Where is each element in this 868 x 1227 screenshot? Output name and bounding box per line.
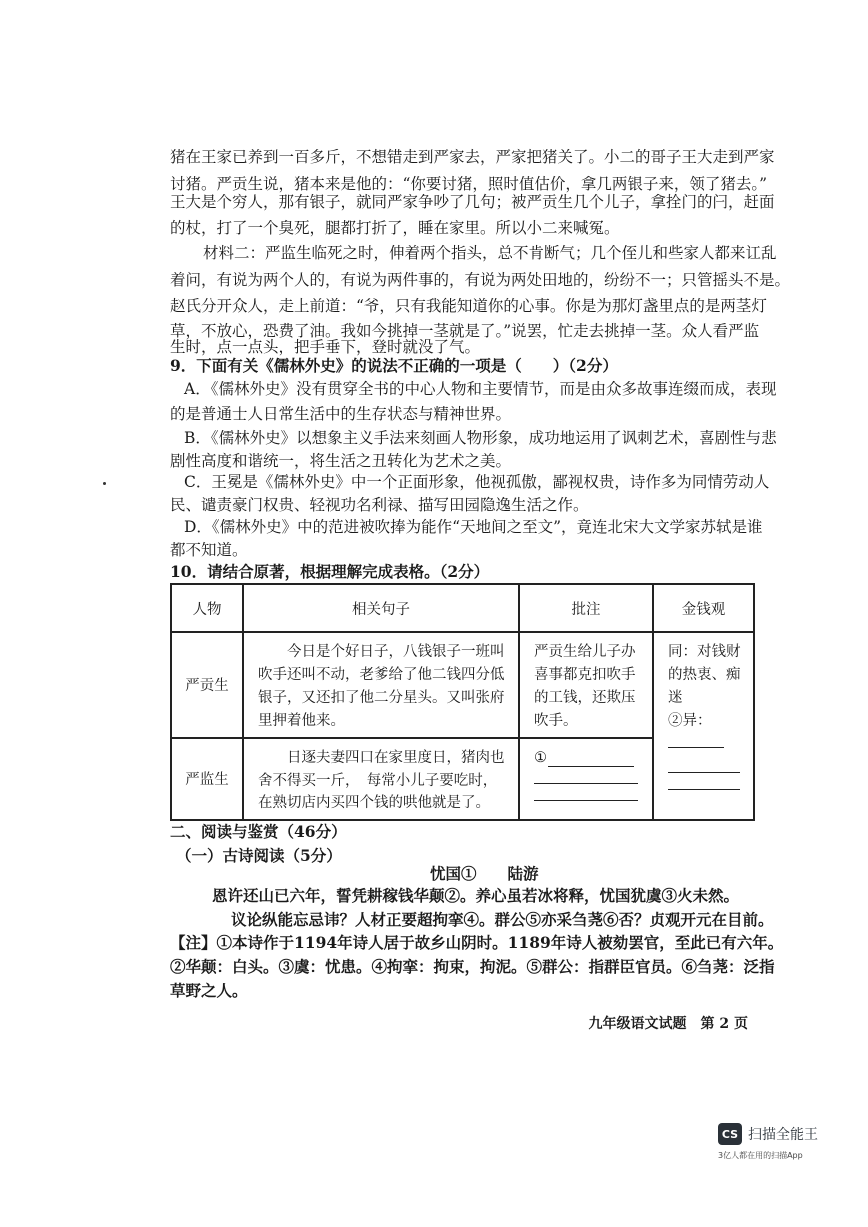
q9-stem: 9．下面有关《儒林外史》的说法不正确的一项是（ ）（2分）: [170, 356, 618, 375]
money-view-diff: ②异：: [668, 712, 712, 729]
answer-blank[interactable]: [668, 772, 740, 773]
q9-option-line: C．王冕是《儒林外史》中一个正面形象，他视孤傲，鄙视权贵，诗作多为同情劳动人: [184, 473, 770, 491]
table-header: 相关句子: [243, 584, 519, 632]
q10-stem: 10．请结合原著，根据理解完成表格。（2分）: [170, 562, 490, 581]
table-header: 批注: [519, 584, 653, 632]
table-row: [171, 632, 754, 738]
stray-dot: [103, 482, 106, 485]
q9-option-line: 的是普通士人日常生活中的生存状态与精神世界。: [170, 405, 512, 423]
scanner-logo-icon: CS: [718, 1123, 742, 1145]
money-view-cell[interactable]: [653, 632, 754, 820]
answer-blank[interactable]: [534, 783, 638, 784]
answer-blank[interactable]: [534, 800, 638, 801]
q9-option-line: A．《儒林外史》没有贯穿全书的中心人物和主要情节，而是由众多故事连缀而成，表现: [184, 380, 777, 398]
poem-note-line: 【注】①本诗作于1194年诗人居于故乡山阴时。1189年诗人被劾罢官，至此已有六年。: [170, 933, 784, 952]
passage-line: 讨猪。严贡生说，猪本来是他的：“你要讨猪，照时值估价，拿几两银子来，领了猪去。”: [170, 175, 768, 193]
section-subtitle: （一）古诗阅读（5分）: [176, 846, 342, 865]
annotation: 严贡生给儿子办喜事都克扣吹手的工钱，还欺压吹手。: [519, 632, 653, 738]
poem-title: 忧国① 陆游: [430, 864, 539, 883]
annotation: ①: [534, 749, 547, 766]
q9-option-line: B．《儒林外史》以想象主义手法来刻画人物形象，成功地运用了讽刺艺术，喜剧性与悲: [184, 429, 777, 447]
passage-line: 赵氏分开众人，走上前道：“爷，只有我能知道你的心事。你是为那灯盏里点的是两茎灯: [170, 297, 767, 315]
q9-option-line: 剧性高度和谐统一，将生活之丑转化为艺术之美。: [170, 452, 512, 470]
money-view-same: 同：对钱财的热衷、痴迷: [668, 644, 741, 706]
related-sentence: 今日是个好日子，八钱银子一班叫吹手还叫不动，老爹给了他二钱四分低银子，又还扣了他二分星头。又叫张府里押着他来。: [243, 632, 519, 738]
scanner-watermark: [718, 1123, 818, 1145]
poem-line: 议论纵能忘忌讳？人材正要超拘挛④。群公⑤亦采刍荛⑥否？贞观开元在目前。: [231, 910, 774, 929]
passage-line: 着问，有说为两个人的，有说为两件事的，有说为两处田地的，纷纷不一；只管摇头不是。: [170, 271, 791, 289]
passage-line: 草，不放心，恐费了油。我如今挑掉一茎就是了。”说罢，忙走去挑掉一茎。众人看严监: [170, 322, 760, 340]
q9-option-line: 都不知道。: [170, 541, 248, 559]
character-name: 严贡生: [171, 632, 243, 738]
passage-line: 的杖，打了一个臭死，腿都打折了，睡在家里。所以小二来喊冤。: [170, 219, 620, 237]
character-name: 严监生: [171, 738, 243, 821]
section-title: 二、阅读与鉴赏（46分）: [170, 822, 347, 841]
related-sentence: 日逐夫妻四口在家里度日，猪肉也舍不得买一斤， 每常小儿子要吃时，在熟切店内买四个钱的哄他就是了。: [243, 738, 519, 821]
table-header: 金钱观: [653, 584, 754, 632]
table-header: 人物: [171, 584, 243, 632]
scanner-name: 扫描全能王: [748, 1127, 818, 1143]
passage-line: 生时，点一点头，把手垂下，登时就没了气。: [170, 338, 481, 356]
passage-line: 王大是个穷人，那有银子，就同严家争吵了几句；被严贡生几个儿子，拿拴门的闩，赶面: [170, 193, 775, 211]
answer-blank[interactable]: [548, 766, 634, 767]
q10-table: [170, 583, 755, 821]
answer-blank[interactable]: [668, 735, 724, 748]
annotation-answer-cell[interactable]: [519, 738, 653, 821]
passage-line: 材料二：严监生临死之时，伸着两个指头，总不肯断气；几个侄儿和些家人都来讧乱: [203, 244, 777, 262]
q9-option-line: D．《儒林外史》中的范进被吹捧为能作“天地间之至文”，竟连北宋大文学家苏轼是谁: [184, 518, 763, 536]
answer-blank[interactable]: [668, 789, 740, 790]
poem-note-line: ②华颠：白头。③虞：忧患。④拘挛：拘束，拘泥。⑤群公：指群臣官员。⑥刍荛：泛指: [170, 957, 775, 976]
q9-option-line: 民、谴责豪门权贵、轻视功名利禄、描写田园隐逸生活之作。: [170, 496, 589, 514]
poem-note-line: 草野之人。: [170, 981, 248, 1000]
passage-line: 猪在王家已养到一百多斤，不想错走到严家去，严家把猪关了。小二的哥子王大走到严家: [170, 148, 775, 166]
page-footer: 九年级语文试题 第 2 页: [588, 1016, 748, 1032]
scanner-tagline: 3亿人都在用的扫描App: [718, 1151, 803, 1160]
poem-line: 恩许还山已六年，誓凭耕稼钱华颠②。养心虽若冰将释，忧国犹虞③火未然。: [212, 886, 740, 905]
